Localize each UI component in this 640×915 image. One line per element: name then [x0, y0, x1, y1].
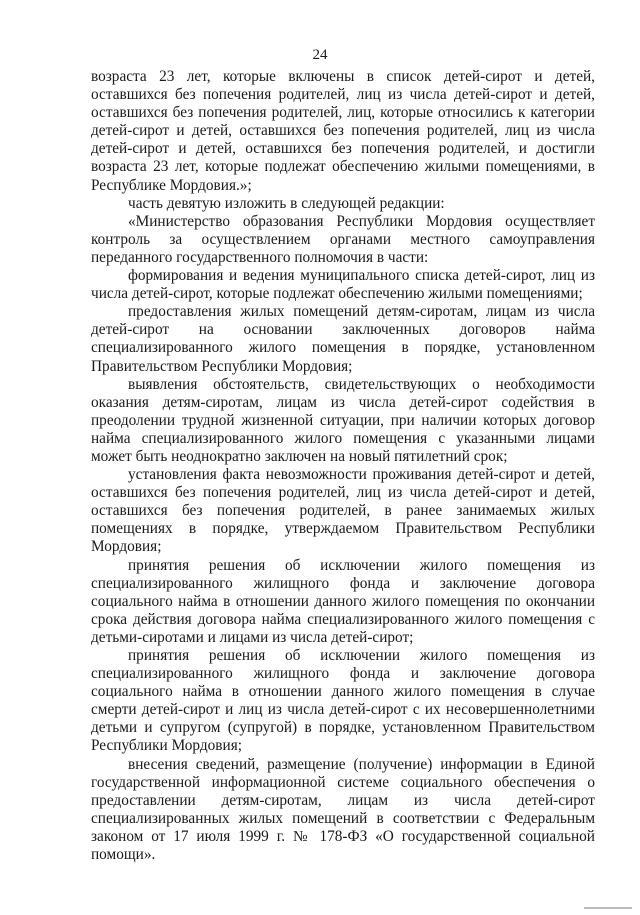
paragraph-list-item: установления факта невозможности проживания детей-сирот и детей, оставшихся без попечения родителей, лиц из числа детей-сирот и детей, оставшихся без попечения родителей, в ранее занимаемых жилых помещениях в порядке, утверждаемом Правительством Республики Мордовия;	[91, 466, 595, 556]
paragraph-amendment-intro: часть девятую изложить в следующей редакции:	[128, 194, 445, 212]
scan-edge-mark	[584, 907, 632, 909]
paragraph-list-item: принятия решения об исключении жилого помещения из специализированного жилищного фонда и заключение договора социального найма в отношении данного жилого помещения по окончании срока действия договора найма специализированного жилого помещения с детьми-сиротами и лицами из числа детей-сирот;	[91, 556, 595, 646]
paragraph-list-item: предоставления жилых помещений детям-сиротам, лицам из числа детей-сирот на основании заключенных договоров найма специализированного жилого помещения в порядке, установленном Правительством Республики Мордовия;	[91, 303, 595, 375]
page-number: 24	[312, 47, 328, 63]
paragraph-list-item: принятия решения об исключении жилого помещения из специализированного жилищного фонда и заключение договора социального найма в отношении данного жилого помещения в случае смерти детей-сирот и лиц из числа детей-сирот с их несовершеннолетними детьми и супругом (супругой) в порядке, установленном Правительством Республики Мордовия;	[91, 647, 595, 755]
document-body	[91, 68, 595, 864]
paragraph-list-item: выявления обстоятельств, свидетельствующих о необходимости оказания детям-сиротам, лицам из числа детей-сирот содействия в преодолении трудной жизненной ситуации, при наличии которых договор найма специализированного жилого помещения с указанными лицами может быть неоднократно заключен на новый пятилетний срок;	[91, 375, 595, 465]
paragraph-list-item: формирования и ведения муниципального списка детей-сирот, лиц из числа детей-сирот, которые подлежат обеспечению жилыми помещениями;	[91, 267, 595, 303]
paragraph-control-intro: «Министерство образования Республики Мордовия осуществляет контроль за осуществлением органами местного самоуправления переданного государственного полномочия в части:	[91, 212, 595, 266]
paragraph-list-item: внесения сведений, размещение (получение) информации в Единой государственной информационной системе социального обеспечения о предоставлении детям-сиротам, лицам из числа детей-сирот специализированных жилых помещений в соответствии с Федеральным законом от 17 июля 1999 г. № 178-ФЗ «О государственной социальной помощи».	[91, 755, 595, 864]
paragraph-continuation: возраста 23 лет, которые включены в список детей-сирот и детей, оставшихся без попечения родителей, лиц из числа детей-сирот и детей, оставшихся без попечения родителей, лиц, которые относились к категории детей-сирот и детей, оставшихся без попечения родителей, лиц из числа детей-сирот и детей, оставшихся без попечения родителей, и достигли возраста 23 лет, которые подлежат обеспечению жилыми помещениями, в Республике Мордовия.»;	[91, 68, 595, 194]
